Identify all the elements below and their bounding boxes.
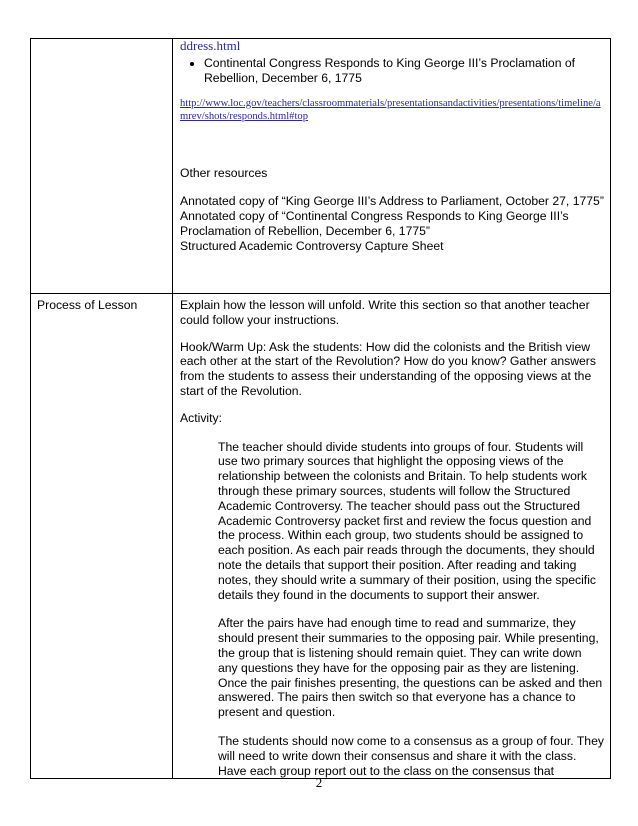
process-label: Process of Lesson <box>37 298 138 312</box>
activity-paragraph-2: After the pairs have had enough time to read and summarize, they should present their summaries to the opposing pair. While presenting, the group that is listening should remain quiet. They can write down any questions they have for the opposing pair as they are listening. Once the pair finishes presenting, the questions can be asked and then answered. The pairs then switch so that everyone has a chance to present and question. <box>218 616 603 720</box>
resource-item-1: Annotated copy of “King George III’s Address to Parliament, October 27, 1775” <box>180 194 604 209</box>
lesson-plan-table <box>30 38 611 779</box>
process-row <box>31 294 611 779</box>
activity-paragraph-1: The teacher should divide students into groups of four. Students will use two primary sources that highlight the opposing views of the relationship between the colonists and Britain. To help students work through these primary sources, students will follow the Structured Academic Controversy. The teacher should pass out the Structured Academic Controversy packet first and review the focus question and the process. Within each group, two students should be assigned to each position. As each pair reads through the documents, they should note the details that support their position. After reading and taking notes, they should write a summary of their position, using the specific details they found in the documents to support their answer. <box>218 439 596 602</box>
activity-paragraph-3: The students should now come to a consensus as a group of four. They will need to write down their consensus and share it with the class. Have each group report out to the class on the consensus that <box>218 733 604 778</box>
link-fragment[interactable]: ddress.html <box>180 38 241 53</box>
process-intro: Explain how the lesson will unfold. Write this section so that another teacher could follow your instructions. <box>180 298 590 327</box>
resource-item-2: Annotated copy of “Continental Congress Responds to King George III’s Proclamation of Rebellion, December 6, 1775” <box>180 209 569 238</box>
page-number: 2 <box>315 775 323 790</box>
resources-content-cell <box>173 39 611 294</box>
loc-url-link[interactable]: http://www.loc.gov/teachers/classroommaterials/presentationsandactivities/presentations/timeline/amrev/shots/responds.html#top <box>180 97 601 122</box>
bullet-item: • Continental Congress Responds to King George III’s Proclamation of Rebellion, December 6, 1775 <box>204 56 604 86</box>
process-content-cell <box>173 294 611 779</box>
resources-row <box>31 39 611 294</box>
activity-heading: Activity: <box>180 410 222 425</box>
resource-item-3: Structured Academic Controversy Capture Sheet <box>180 238 444 253</box>
resources-label-cell <box>31 39 173 294</box>
hook-warm-up: Hook/Warm Up: Ask the students: How did the colonists and the British view each other at the start of the Revolution? How do you know? Gather answers from the students to assess their understanding of the opposing views at the start of the Revolution. <box>180 339 596 398</box>
resource-bullet-list <box>180 56 604 86</box>
other-resources-heading: Other resources <box>180 165 268 180</box>
process-label-cell <box>31 294 173 779</box>
